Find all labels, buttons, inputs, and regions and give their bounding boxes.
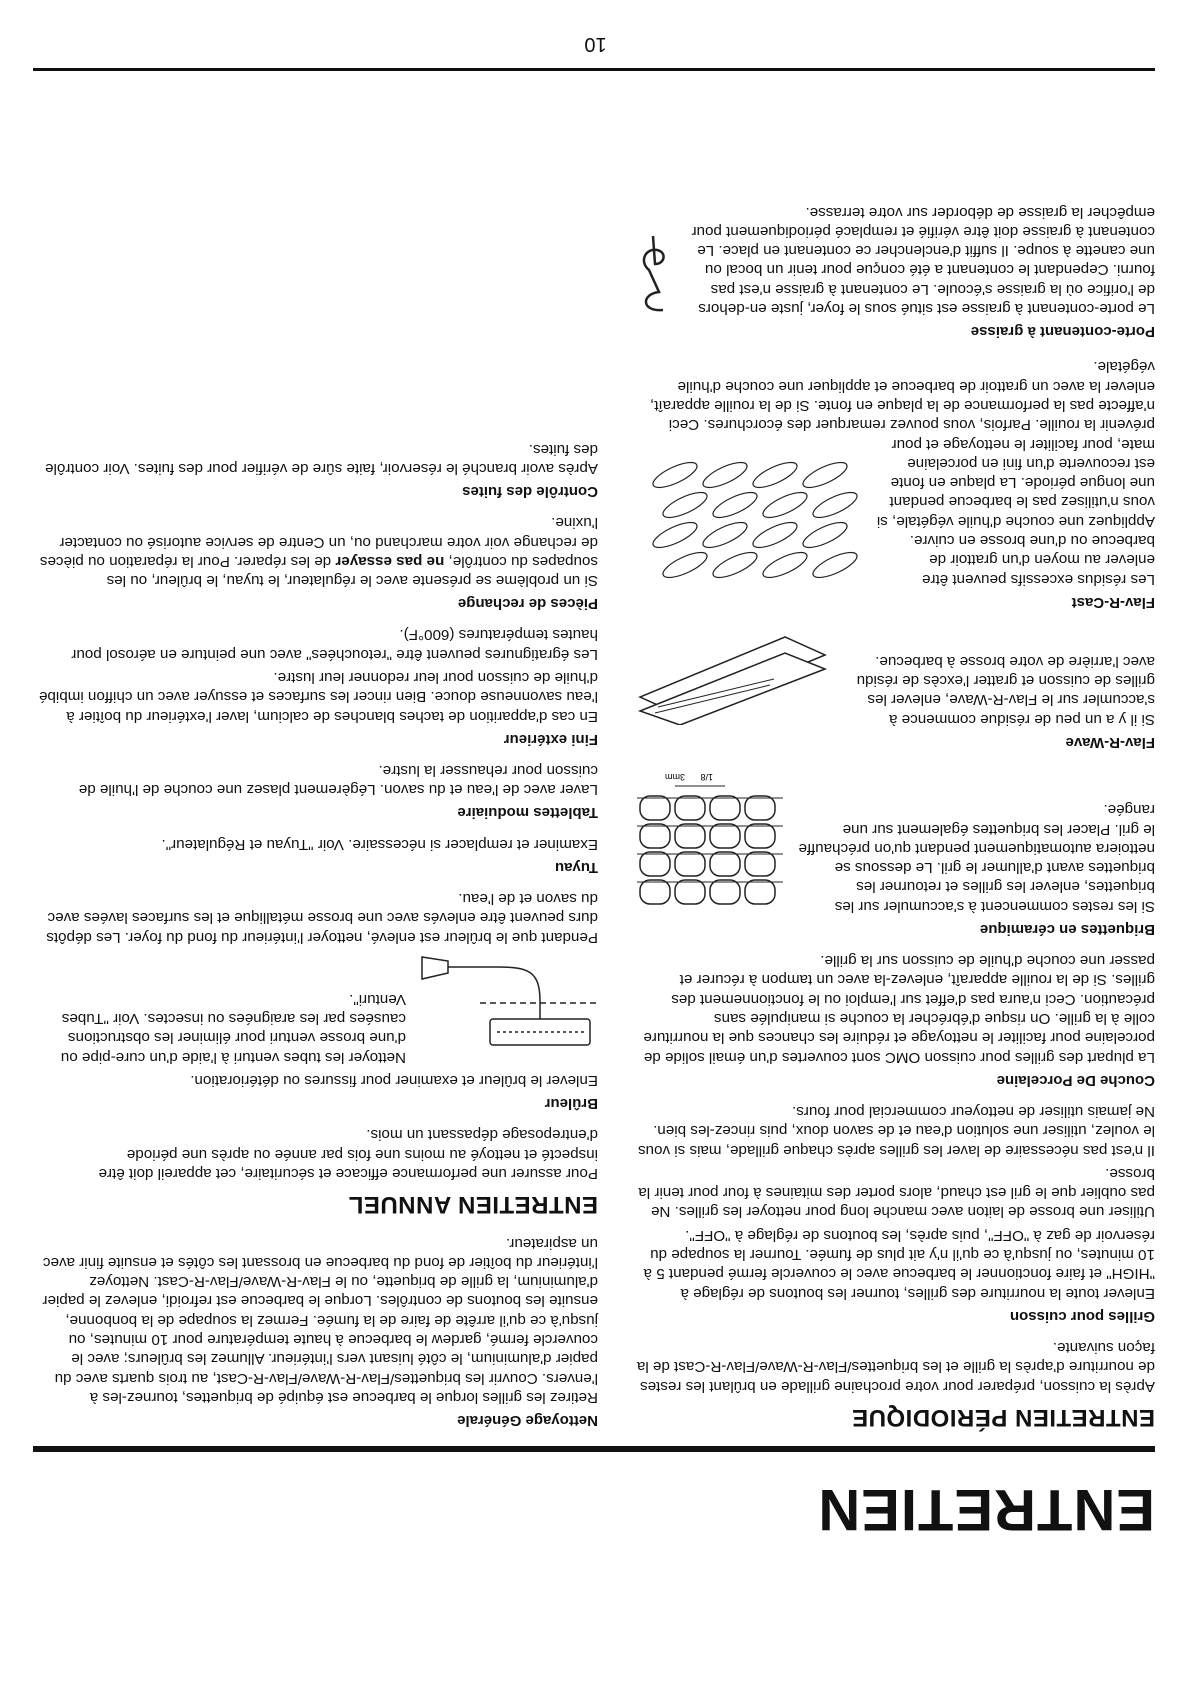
wave-figure — [635, 630, 830, 725]
cast-plate-pattern — [660, 547, 710, 582]
fini-text-1: En cas d'apparition de taches blanches de calcium, laver l'extérieur du boîtier à l'eau savonneuse douce. Bien rincer les surfaces et essuyer avec un chiffon imbibé d'huile de cuisson pour leur redonner leur lustre. — [39, 669, 598, 725]
grease-heading: Porte-contenant à graisse — [970, 323, 1155, 341]
cast-plate-pattern — [710, 547, 760, 582]
briquettes-heading: Briquettes en céramique — [979, 920, 1155, 938]
cast-plate-pattern — [760, 487, 810, 522]
tablettes-text: Laver avec de l'eau et du savon. Légèrement plasez une couche de l'huile de cuisson pour rehausser la lustre. — [78, 762, 598, 799]
cast-plate-pattern — [810, 547, 860, 582]
bruleur-heading: Brûleur — [544, 1094, 598, 1112]
grease-text: Le porte-contenant à graisse est situé sous le foyer, juste en-dehors de l'orifice où la graisse s'écoule. Le contenant à graisse n'est pas fourni. Cependant le contenant a été conçue pour tenir un bocal ou une canette à soupe. Il suffit d'enclencher ce contenant en place. Le contenant à graisse doit être vérifié et remplacé périodiquement pour empêcher la graisse de déborder sur votre terrasse. — [691, 203, 1155, 318]
briquette — [745, 852, 775, 876]
tuyau-heading: Tuyau — [554, 858, 598, 876]
briquette — [710, 852, 740, 876]
briquette — [710, 824, 740, 848]
grilles-text-3: Il n'est pas nécessaire de laver les grilles après chaque grillade, mais si vous le voulez, utiliser une solution d'eau et de savon doux, puis rincez-les bien. Ne jamais utiliser de nettoyeur commercial pour fours. — [638, 1102, 1155, 1159]
briquette — [710, 880, 740, 904]
page-number: 10 — [584, 33, 607, 55]
cast-plate-pattern — [800, 517, 850, 552]
gap-label-mm: 3mm — [665, 771, 685, 782]
top-rule — [33, 1446, 1155, 1452]
briquette — [640, 880, 670, 904]
venturi-tube — [448, 967, 540, 1001]
cast-plate-pattern — [750, 457, 800, 492]
briquette — [675, 880, 705, 904]
briquette — [675, 796, 705, 820]
cast-plate-pattern — [660, 487, 710, 522]
fuites-text: Après avoir branché le réservoir, faite sûre de vérifier pour des fuites. Voir contrôle des fuites. — [45, 440, 598, 477]
cast-plate-pattern — [650, 457, 700, 492]
flav-r-wave-illustration — [635, 630, 830, 725]
porcelaine-heading: Couche De Porcelaine — [996, 1071, 1155, 1089]
right-column — [38, 435, 598, 1432]
grilles-heading: Grilles pour cuisson — [1009, 1307, 1155, 1325]
briquette — [640, 852, 670, 876]
gap-label-inch: 1/8 — [700, 771, 713, 782]
flav-r-cast-illustration — [635, 455, 865, 585]
briquettes-text: Si les restes commencent à s'accumuler sur les briquettes, enlever les grilles et retourner les briquettes avant d'allumer le gril. Le dessous se nettoiera automatiquement pendant qu'on préchauffe le gril. Placer les briquettes également sur une rangée. — [798, 801, 1155, 915]
wave-text: Si il y a un peu de résidue commence à s'accumler sur le Flav-R-Wave, enlever les grilles de cuisson et gratter l'excès de résidu avec l'arrière de votre brosse à barbecue. — [856, 652, 1155, 728]
venturi-brush — [422, 957, 448, 979]
grilles-text-1: Enlever toute la nourriture des grilles, tourner les boutons de réglage à "HIGH" et faire fonctionner le barbecue avec le couvercle fermé pendant 5 à 10 minutes, ou jusqu'à ce qu'il n'y ait plus de fumée. Tourner la soupape du réservoir de gaz à "OFF", puis après, les boutons de réglage à "OFF". — [643, 1226, 1155, 1302]
briquette — [640, 796, 670, 820]
fini-text-2: Les égratignures peuvent être "retouchées" avec une peinture en aérosol pour hautes températures (600°F). — [71, 626, 598, 663]
pieces-text-a: Si un problème se présente avec le régulateur, le tuyau, le brûleur, ou les soupapes du contrôle, — [106, 552, 598, 590]
cast-plate-pattern — [700, 517, 750, 552]
cast-plate-pattern — [760, 547, 810, 582]
tablettes-heading: Tablettes moduiaire — [457, 804, 598, 822]
briquette — [675, 852, 705, 876]
grease-figure — [635, 232, 675, 314]
grease-holder-illustration — [635, 232, 675, 314]
briquettes-illustration — [635, 770, 785, 912]
left-column — [635, 198, 1155, 1432]
page-title: ENTRETIEN — [817, 1477, 1155, 1542]
briquette — [745, 824, 775, 848]
grilles-text-2: Utiliser une brosse de laiton avec manche long pour nettoyer les grilles. Ne pas oublier que le gril est chaud, alors porter des mitaines à four pour tenir la brosse. — [638, 1164, 1155, 1221]
pieces-heading: Pièces de rechange — [457, 595, 598, 613]
cast-plate-pattern — [700, 457, 750, 492]
burner-figure — [418, 953, 598, 1063]
fuites-heading: Contrôle des fuites — [462, 482, 598, 500]
bruleur-text-1: Enlever le brûleur et examiner pour fissures ou détérioration. — [190, 1071, 598, 1089]
bruleur-text-2: Nettoyer les tubes venturi à l'aide d'un cure-pipe ou d'une brosse venturi pour éliminer les obstructions causées par les araignées ou insectes. Voir "Tubes Venturi". — [60, 990, 406, 1066]
burner-illustration — [418, 953, 598, 1063]
cast-plate-pattern — [710, 487, 760, 522]
briquette — [745, 796, 775, 820]
periodic-heading: ENTRETIEN PÉRIODIQUE — [851, 1404, 1155, 1431]
periodic-intro: Après la cuisson, préparer pour votre prochaine grillade en brûlant les restes de nourriture d'après la grille et les briquettes/Flav-R-Wave/Flav-R-Cast de la façon suivante. — [636, 1338, 1155, 1395]
grease-holder-wire — [644, 236, 664, 310]
cast-plate-pattern — [810, 487, 860, 522]
cast-plate-pattern — [650, 517, 700, 552]
annual-intro: Pour assurer une performance efficace et sécuritaire, cet appareil doit être inspecté et nettoyé au moins une fois par année ou après une période d'entreposage dépassant un mois. — [98, 1126, 598, 1182]
pieces-text-b: de les réparer. Pour la réparation ou pièces de rechange voir votre marchand ou, un Centre de service autorisé ou contacter l'uxine. — [39, 514, 598, 570]
fini-heading: Fini extérieur — [503, 730, 598, 748]
pieces-text — [38, 513, 598, 590]
briquette — [640, 824, 670, 848]
cast-figure — [635, 455, 865, 585]
tuyau-text: Examiner et remplacer si nécessaire. Voir "Tuyau et Régulateur". — [161, 835, 598, 853]
general-text: Retirez les grilles lorque le barbecue est équipé de briquettes, tournez-les à l'envers. Couvrir les briquettes/Flav-R-Wave/Flav-R-Cast, au trois quarts avec du papier d'aluminium, le côté luisant vers l'intérieur. Allumez les brûleurs; avec le couvercle fermé, gardew le barbecue à haute température pour 10 minutes, ou jusqu'à ce qu'il arrête de faire de la fumée. Fermez la soupape de la bonbonne, ensuite les boutons de contrôles. Lorque le barbecue est refroidi, enlevez le papier d'aluminium, la grille de briquette, ou le Flav-R-Wave/Flav-R-Cast. Nettoyez l'intérieur du boîtier de fond du barbecue en brossant les côtés et ensuite finir avec un aspirateur. — [42, 1234, 598, 1406]
cast-text: Les résidus excessifs peuvent être enlever au moyen d'un grattoir de barbecue ou d'une brosse en cuivre. Appliquez une couche d'huile végétale, si vous n'utilisez pas le barbecue pendant une longue période. La plaque en fonte est recouverte d'un fini en porcelaine mate, pour faciliter le nettoyage et pour prévenir la rouille. Parfois, vous pouvez remarquer des écorchures. Ceci n'affecte pas la performance de la plaque en fonte. Si de la rouille apparaît, enlever la avec un grattoir de barbecue et appliquer une couche d'huile végétale. — [650, 358, 1155, 588]
briquette — [675, 824, 705, 848]
briquette — [745, 880, 775, 904]
porcelaine-text: La plupart des grilles pour cuisson OMC sont couvertes d'un émail solide de porcelaine pour faciliter le nettoyage et réduire les chances que la nourriture colle à la grille. On risque d'ébrécher la couche si manipulée sans précaution. Ceci n'aura pas d'effet sur l'emploi ou le fonctionnement des grilles. Si de la rouille apparaît, enlevez-la avec un tampon à récurer et passer une couche d'huile de cuisson sur la grille. — [643, 952, 1155, 1066]
pieces-text-bold: ne pas essayer — [335, 552, 445, 570]
bottom-rule — [33, 68, 1155, 71]
general-heading: Nettoyage Générale — [457, 1412, 598, 1429]
briquette — [710, 796, 740, 820]
annual-heading: ENTRETIEN ANNUEL — [348, 1191, 598, 1219]
cast-plate-pattern — [800, 457, 850, 492]
cast-plate-pattern — [750, 517, 800, 552]
bruleur-text-3: Pendant que le brûleur est enlevé, nettoyer l'intérieur du fond du foyer. Les dépôts durs peuvent être enlevés avec une brosse métallique et les surfaces lavées avec du savon et de l'eau. — [46, 889, 598, 946]
briquettes-figure — [635, 770, 785, 912]
cast-heading: Flav-R-Cast — [1071, 593, 1155, 611]
wave-heading: Flav-R-Wave — [1065, 733, 1155, 751]
